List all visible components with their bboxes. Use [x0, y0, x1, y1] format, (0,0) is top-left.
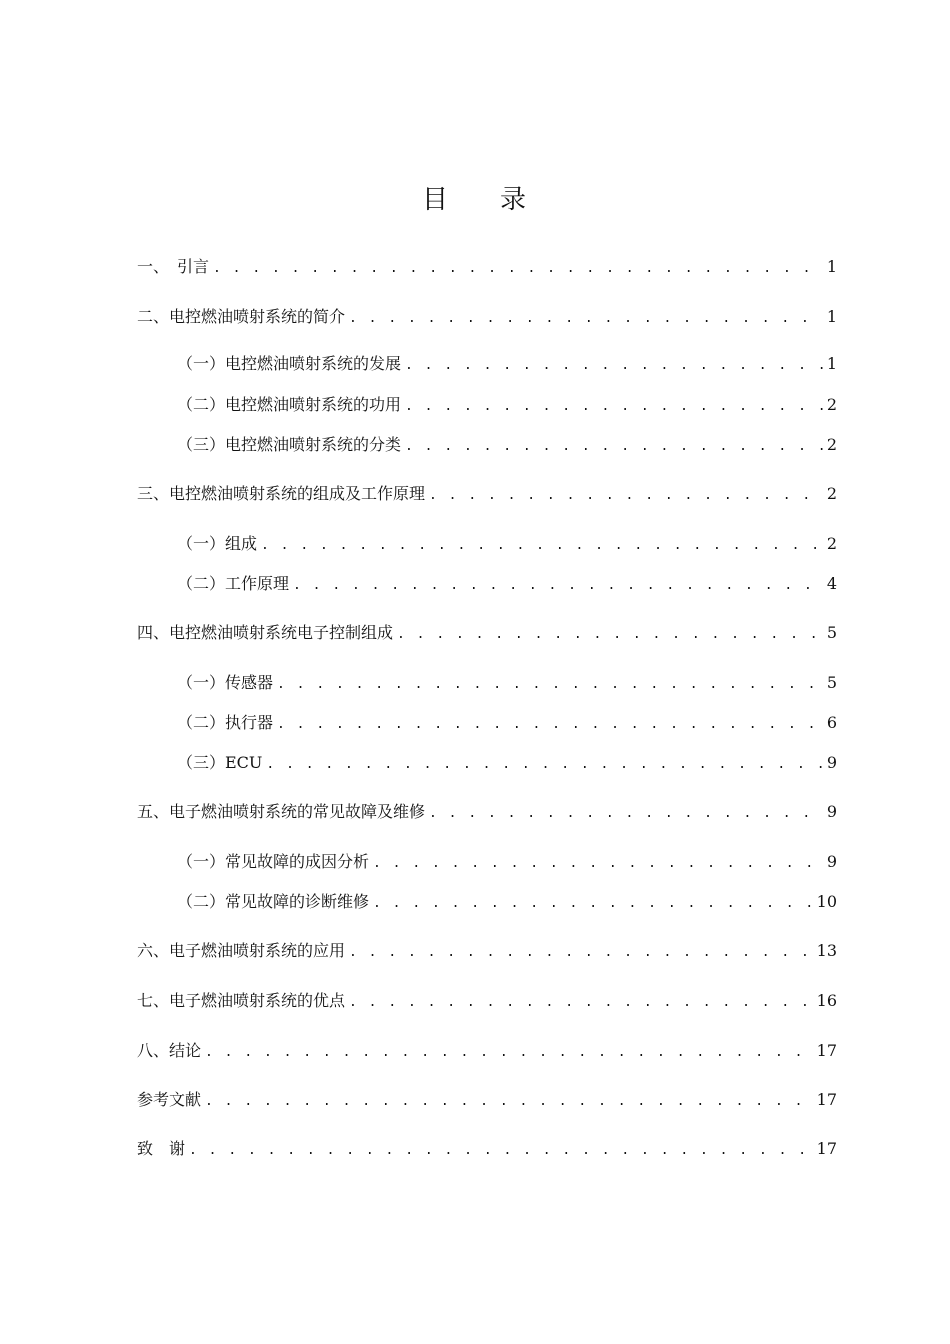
toc-entry-4-3[interactable] — [177, 752, 837, 776]
toc-page-number: 1 — [826, 354, 837, 373]
toc-entry-2-3[interactable] — [177, 434, 837, 458]
toc-leader-dots — [429, 803, 823, 825]
toc-leader-dots — [205, 1042, 813, 1064]
toc-entry-label: （一）电控燃油喷射系统的发展 — [177, 354, 402, 373]
toc-page-number: 9 — [826, 753, 837, 772]
toc-entry-label: 参考文献 — [137, 1090, 202, 1109]
toc-entry-label: （一）传感器 — [177, 673, 274, 692]
toc-entry-references[interactable] — [137, 1089, 837, 1113]
toc-leader-dots — [349, 308, 823, 330]
toc-entry-label: （二）电控燃油喷射系统的功用 — [177, 395, 402, 414]
toc-entry-3-2[interactable] — [177, 573, 837, 597]
toc-page-number: 1 — [826, 257, 837, 276]
toc-entry-label: （一）组成 — [177, 534, 258, 553]
toc-page-number: 2 — [826, 484, 837, 503]
toc-entry-label: （一）常见故障的成因分析 — [177, 852, 370, 871]
toc-page-number: 4 — [826, 574, 837, 593]
toc-page-number: 17 — [816, 1139, 837, 1158]
toc-entry-label: 六、电子燃油喷射系统的应用 — [137, 941, 346, 960]
toc-entry-label: 三、电控燃油喷射系统的组成及工作原理 — [137, 484, 426, 503]
toc-page-number: 13 — [816, 941, 837, 960]
toc-leader-dots — [277, 714, 823, 736]
toc-entry-5[interactable] — [137, 801, 837, 825]
toc-page-number: 16 — [816, 991, 837, 1010]
toc-entry-7[interactable] — [137, 990, 837, 1014]
toc-page-number: 5 — [826, 623, 837, 642]
toc-entry-4-2[interactable] — [177, 712, 837, 736]
toc-title-left: 目 — [421, 185, 450, 215]
toc-entry-4[interactable] — [137, 622, 837, 646]
toc-entry-4-1[interactable] — [177, 672, 837, 696]
toc-leader-dots — [373, 893, 813, 915]
toc-entry-label: （二）执行器 — [177, 713, 274, 732]
toc-entry-label: （三）电控燃油喷射系统的分类 — [177, 435, 402, 454]
toc-entry-label: 二、电控燃油喷射系统的简介 — [137, 307, 346, 326]
toc-entry-label: （二）工作原理 — [177, 574, 290, 593]
toc-leader-dots — [266, 754, 822, 776]
toc-entry-2-2[interactable] — [177, 394, 837, 418]
toc-title-right: 录 — [500, 185, 529, 215]
toc-page-number: 9 — [826, 802, 837, 821]
toc-page-number: 5 — [826, 673, 837, 692]
toc-page-number: 9 — [826, 852, 837, 871]
toc-leader-dots — [405, 436, 823, 458]
toc-entry-label: 致 谢 — [137, 1139, 186, 1158]
toc-page-number: 2 — [826, 534, 837, 553]
toc-leader-dots — [349, 942, 813, 964]
toc-entry-label: 八、结论 — [137, 1041, 202, 1060]
toc-leader-dots — [405, 355, 823, 377]
toc-entry-label: （二）常见故障的诊断维修 — [177, 892, 370, 911]
toc-leader-dots — [373, 853, 823, 875]
toc-entry-acknowledgements[interactable] — [137, 1138, 837, 1162]
toc-entry-3-1[interactable] — [177, 533, 837, 557]
toc-page-number: 1 — [826, 307, 837, 326]
toc-leader-dots — [397, 624, 823, 646]
toc-entry-1[interactable] — [137, 256, 837, 280]
toc-entry-3[interactable] — [137, 483, 837, 507]
toc-page-number: 6 — [826, 713, 837, 732]
toc-leader-dots — [213, 258, 823, 280]
toc-entry-2[interactable] — [137, 306, 837, 330]
toc-leader-dots — [405, 396, 823, 418]
toc-leader-dots — [293, 575, 823, 597]
toc-page-number: 17 — [816, 1090, 837, 1109]
toc-leader-dots — [261, 535, 823, 557]
toc-entry-label: （三）ECU — [177, 753, 263, 772]
toc-entry-label: 四、电控燃油喷射系统电子控制组成 — [137, 623, 394, 642]
toc-leader-dots — [189, 1140, 813, 1162]
toc-entry-label: 七、电子燃油喷射系统的优点 — [137, 991, 346, 1010]
toc-entry-2-1[interactable] — [177, 353, 837, 377]
toc-page-number: 2 — [826, 395, 837, 414]
toc-leader-dots — [349, 992, 813, 1014]
toc-leader-dots — [277, 674, 823, 696]
toc-entry-5-2[interactable] — [177, 891, 837, 915]
toc-entry-5-1[interactable] — [177, 851, 837, 875]
toc-leader-dots — [429, 485, 823, 507]
toc-page-number: 17 — [816, 1041, 837, 1060]
toc-entry-8[interactable] — [137, 1040, 837, 1064]
toc-entry-label: 五、电子燃油喷射系统的常见故障及维修 — [137, 802, 426, 821]
toc-page-number: 10 — [816, 892, 837, 911]
toc-page-number: 2 — [826, 435, 837, 454]
toc-entry-6[interactable] — [137, 940, 837, 964]
toc-entry-label: 一、 引言 — [137, 257, 210, 276]
toc-leader-dots — [205, 1091, 813, 1113]
